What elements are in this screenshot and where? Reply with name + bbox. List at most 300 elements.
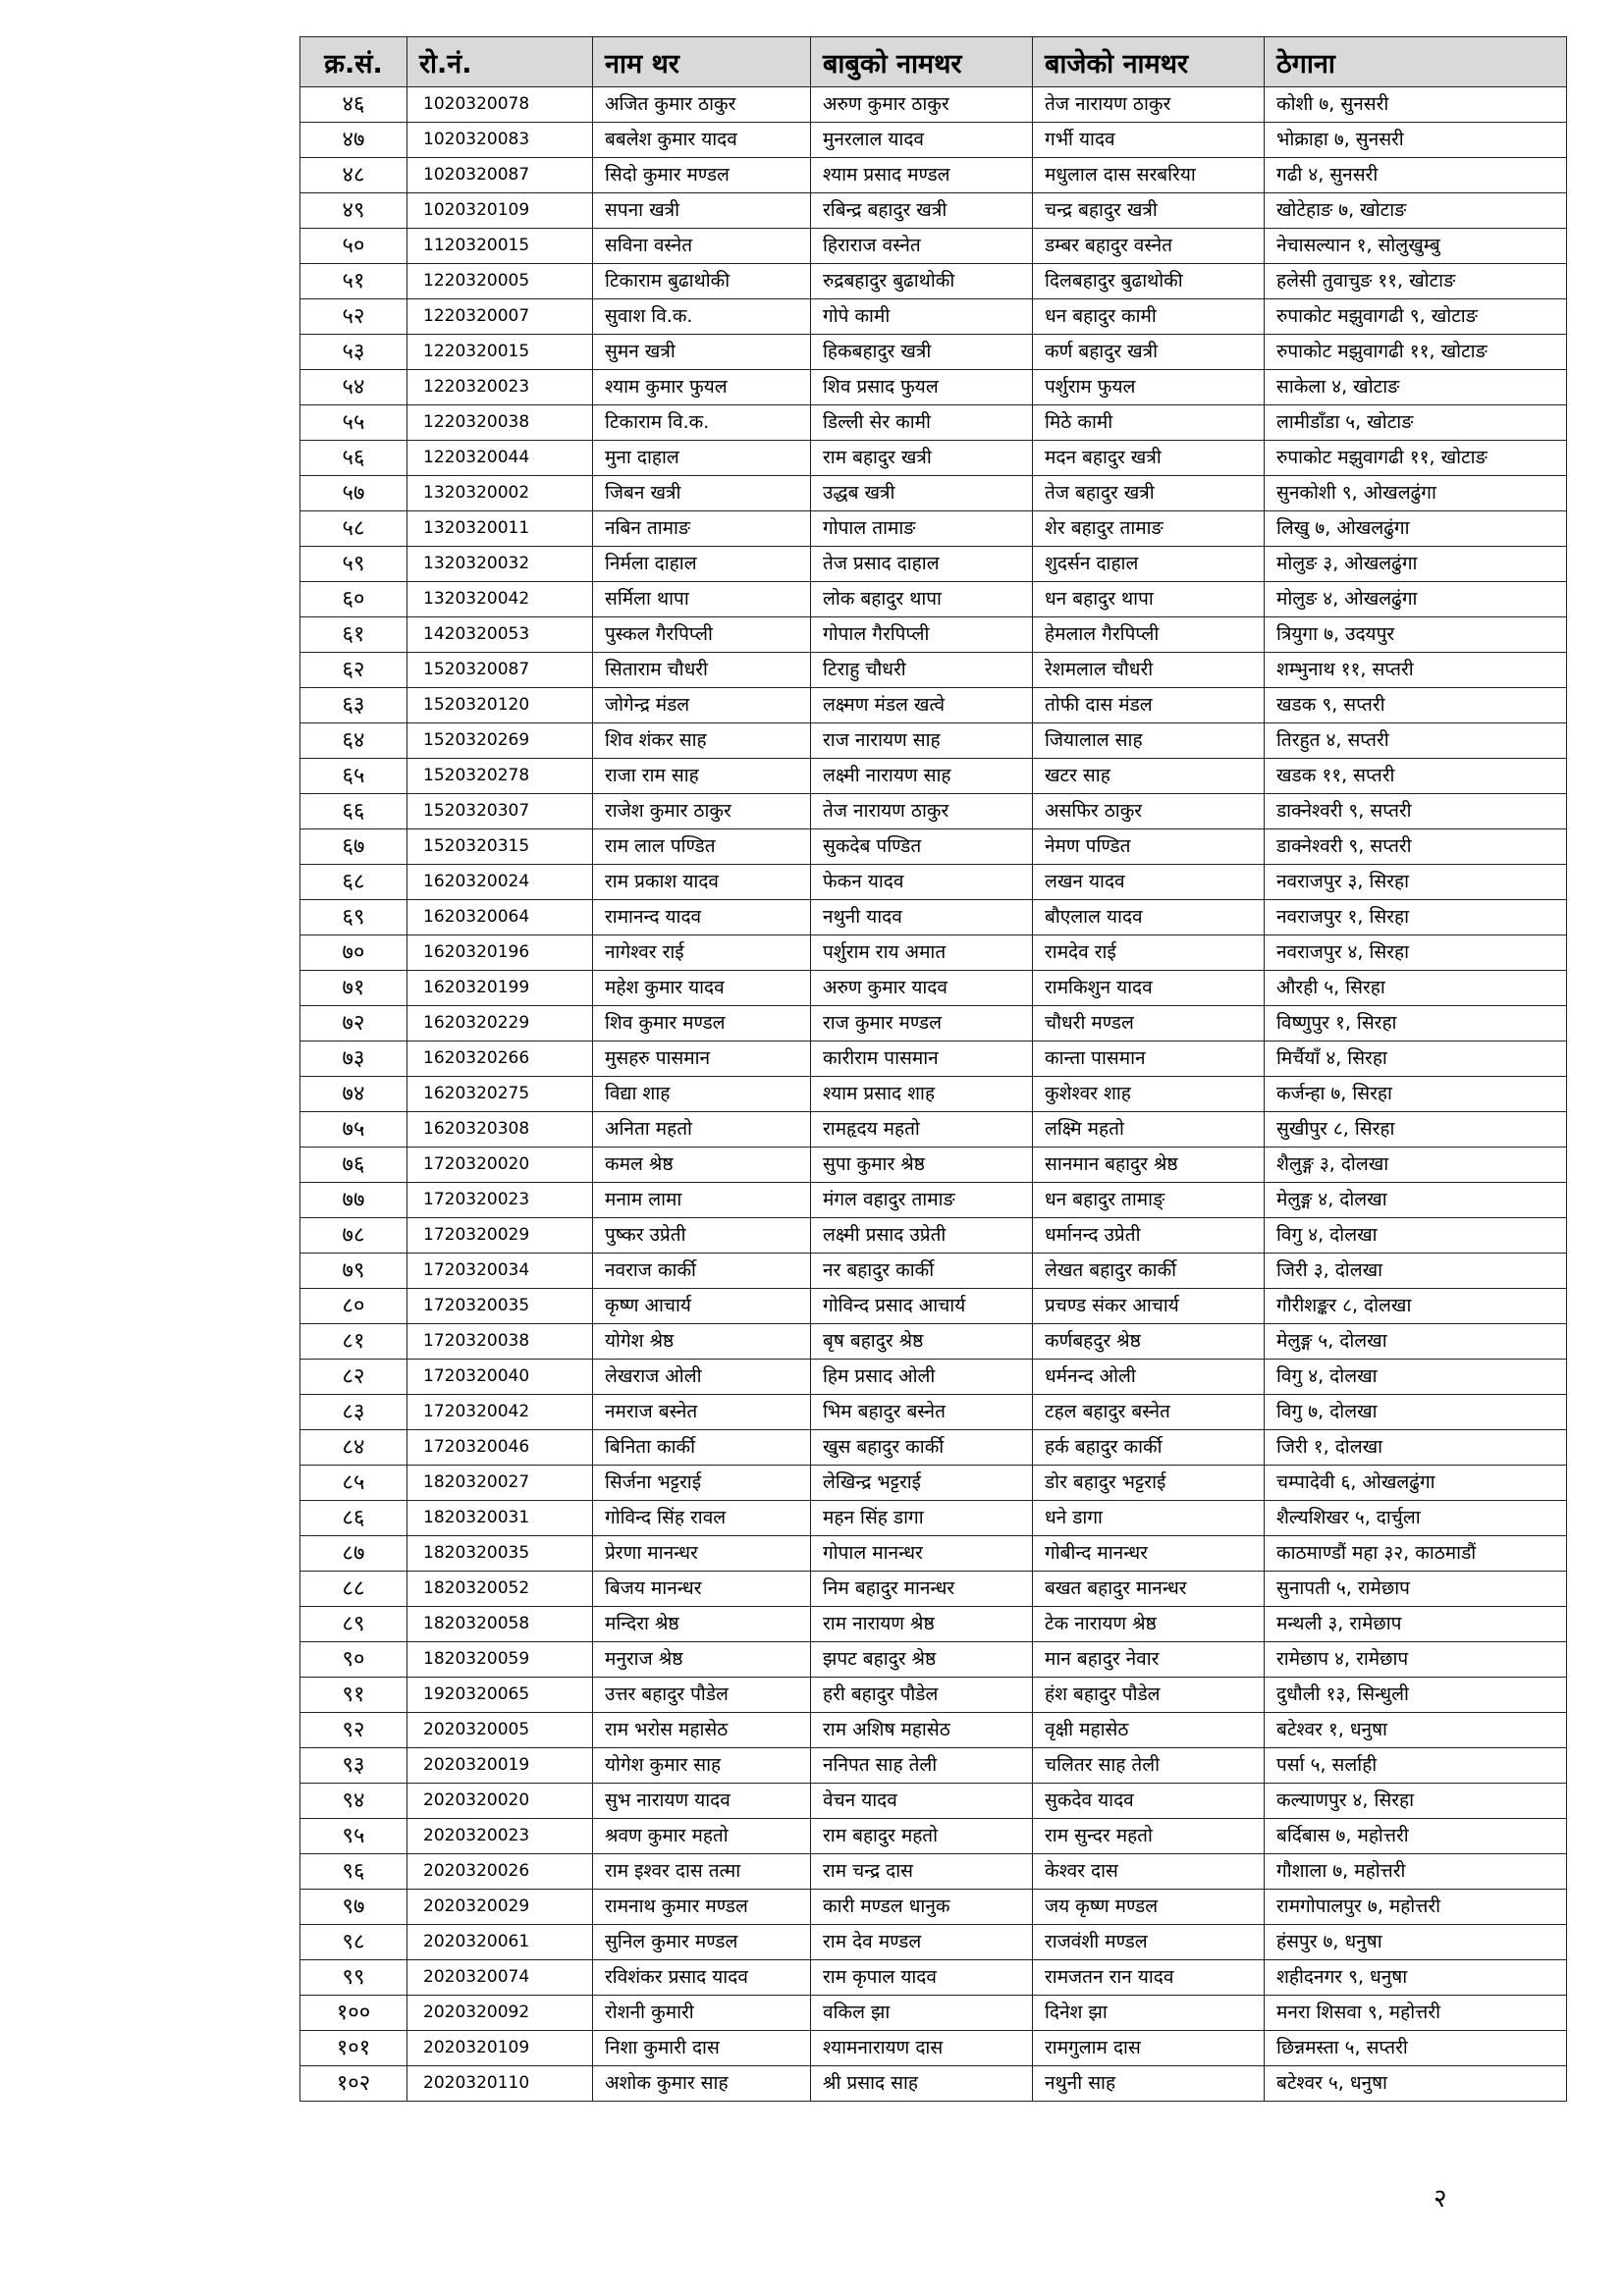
- roll-number-cell: 1220320005: [407, 264, 593, 299]
- table-row: [300, 1960, 1567, 1996]
- address-cell: विगु ७, दोलखा: [1265, 1395, 1567, 1430]
- father-name-cell: लेखिन्द्र भट्टराई: [811, 1466, 1033, 1501]
- serial-cell: ५२: [300, 299, 407, 335]
- grandfather-name-cell: तेज नारायण ठाकुर: [1033, 87, 1265, 123]
- address-cell: डाक्नेश्वरी ९, सप्तरी: [1265, 794, 1567, 829]
- grandfather-name-cell: दिलबहादुर बुढाथोकी: [1033, 264, 1265, 299]
- address-cell: शम्भुनाथ ११, सप्तरी: [1265, 653, 1567, 688]
- table-row: [300, 829, 1567, 865]
- table-row: [300, 299, 1567, 335]
- address-cell: औरही ५, सिरहा: [1265, 971, 1567, 1006]
- name-cell: राम इश्वर दास तत्मा: [593, 1854, 811, 1890]
- address-cell: बटेश्वर १, धनुषा: [1265, 1713, 1567, 1748]
- serial-cell: ४७: [300, 123, 407, 158]
- serial-cell: ५१: [300, 264, 407, 299]
- table-row: [300, 1254, 1567, 1289]
- address-cell: रामगोपालपुर ७, महोत्तरी: [1265, 1890, 1567, 1925]
- grandfather-name-cell: डम्बर बहादुर वस्नेत: [1033, 229, 1265, 264]
- address-cell: लामीडाँडा ५, खोटाङ: [1265, 405, 1567, 441]
- column-header-roll-number: रो.नं.: [407, 37, 593, 87]
- father-name-cell: अरुण कुमार ठाकुर: [811, 87, 1033, 123]
- address-cell: गौशाला ७, महोत्तरी: [1265, 1854, 1567, 1890]
- grandfather-name-cell: नेमण पण्डित: [1033, 829, 1265, 865]
- serial-cell: ९६: [300, 1854, 407, 1890]
- table-row: [300, 1572, 1567, 1607]
- name-cell: राजेश कुमार ठाकुर: [593, 794, 811, 829]
- table-row: [300, 511, 1567, 547]
- name-cell: रामानन्द यादव: [593, 900, 811, 935]
- serial-cell: ४८: [300, 158, 407, 193]
- address-cell: नवराजपुर १, सिरहा: [1265, 900, 1567, 935]
- roll-number-cell: 1020320087: [407, 158, 593, 193]
- father-name-cell: राम देव मण्डल: [811, 1925, 1033, 1960]
- serial-cell: १०२: [300, 2066, 407, 2102]
- address-cell: मनरा शिसवा ९, महोत्तरी: [1265, 1996, 1567, 2031]
- address-cell: कल्याणपुर ४, सिरहा: [1265, 1784, 1567, 1819]
- father-name-cell: श्यामनारायण दास: [811, 2031, 1033, 2066]
- serial-cell: ९९: [300, 1960, 407, 1996]
- address-cell: लिखु ७, ओखलढुंगा: [1265, 511, 1567, 547]
- name-cell: बबलेश कुमार यादव: [593, 123, 811, 158]
- name-cell: मन्दिरा श्रेष्ठ: [593, 1607, 811, 1642]
- address-cell: सुनकोशी ९, ओखलढुंगा: [1265, 476, 1567, 511]
- address-cell: गौरीशङ्कर ८, दोलखा: [1265, 1289, 1567, 1324]
- grandfather-name-cell: हेमलाल गैरपिप्ली: [1033, 617, 1265, 653]
- serial-cell: ५९: [300, 547, 407, 582]
- serial-cell: ७३: [300, 1041, 407, 1077]
- serial-cell: ६५: [300, 759, 407, 794]
- father-name-cell: वकिल झा: [811, 1996, 1033, 2031]
- roll-number-cell: 1220320007: [407, 299, 593, 335]
- father-name-cell: राम चन्द्र दास: [811, 1854, 1033, 1890]
- serial-cell: ५८: [300, 511, 407, 547]
- grandfather-name-cell: धर्मनन्द ओली: [1033, 1360, 1265, 1395]
- name-cell: नवराज कार्की: [593, 1254, 811, 1289]
- grandfather-name-cell: मिठे कामी: [1033, 405, 1265, 441]
- table-row: [300, 87, 1567, 123]
- table-row: [300, 1289, 1567, 1324]
- name-cell: सुमन खत्री: [593, 335, 811, 370]
- roll-number-cell: 2020320061: [407, 1925, 593, 1960]
- father-name-cell: श्री प्रसाद साह: [811, 2066, 1033, 2102]
- name-cell: रविशंकर प्रसाद यादव: [593, 1960, 811, 1996]
- name-cell: सुवाश वि.क.: [593, 299, 811, 335]
- serial-cell: ८०: [300, 1289, 407, 1324]
- address-cell: रामेछाप ४, रामेछाप: [1265, 1642, 1567, 1678]
- grandfather-name-cell: बखत बहादुर मानन्धर: [1033, 1572, 1265, 1607]
- table-row: [300, 582, 1567, 617]
- father-name-cell: वेचन यादव: [811, 1784, 1033, 1819]
- grandfather-name-cell: जय कृष्ण मण्डल: [1033, 1890, 1265, 1925]
- address-cell: बर्दिबास ७, महोत्तरी: [1265, 1819, 1567, 1854]
- father-name-cell: बृष बहादुर श्रेष्ठ: [811, 1324, 1033, 1360]
- table-row: [300, 1006, 1567, 1041]
- roll-number-cell: 1820320035: [407, 1536, 593, 1572]
- serial-cell: ९५: [300, 1819, 407, 1854]
- roll-number-cell: 1520320087: [407, 653, 593, 688]
- grandfather-name-cell: हर्क बहादुर कार्की: [1033, 1430, 1265, 1466]
- grandfather-name-cell: केश्वर दास: [1033, 1854, 1265, 1890]
- father-name-cell: कारी मण्डल धानुक: [811, 1890, 1033, 1925]
- roll-number-cell: 1720320046: [407, 1430, 593, 1466]
- address-cell: नेचासल्यान १, सोलुखुम्बु: [1265, 229, 1567, 264]
- table-row: [300, 1360, 1567, 1395]
- father-name-cell: डिल्ली सेर कामी: [811, 405, 1033, 441]
- roll-number-cell: 1620320199: [407, 971, 593, 1006]
- name-cell: शिव शंकर साह: [593, 723, 811, 759]
- roll-number-cell: 1720320029: [407, 1218, 593, 1254]
- serial-cell: ९२: [300, 1713, 407, 1748]
- serial-cell: ९१: [300, 1678, 407, 1713]
- roll-number-cell: 2020320005: [407, 1713, 593, 1748]
- name-cell: सिदो कुमार मण्डल: [593, 158, 811, 193]
- name-cell: टिकाराम बुढाथोकी: [593, 264, 811, 299]
- column-header-name: नाम थर: [593, 37, 811, 87]
- name-cell: श्याम कुमार फुयल: [593, 370, 811, 405]
- address-cell: जिरी १, दोलखा: [1265, 1430, 1567, 1466]
- grandfather-name-cell: रेशमलाल चौधरी: [1033, 653, 1265, 688]
- name-cell: बिजय मानन्धर: [593, 1572, 811, 1607]
- grandfather-name-cell: मान बहादुर नेवार: [1033, 1642, 1265, 1678]
- serial-cell: ९७: [300, 1890, 407, 1925]
- name-cell: उत्तर बहादुर पौडेल: [593, 1678, 811, 1713]
- roll-number-cell: 1320320011: [407, 511, 593, 547]
- grandfather-name-cell: शेर बहादुर तामाङ: [1033, 511, 1265, 547]
- grandfather-name-cell: शुदर्सन दाहाल: [1033, 547, 1265, 582]
- table-row: [300, 405, 1567, 441]
- name-cell: जोगेन्द्र मंडल: [593, 688, 811, 723]
- roll-number-cell: 1620320024: [407, 865, 593, 900]
- roll-number-cell: 1720320040: [407, 1360, 593, 1395]
- serial-cell: ८२: [300, 1360, 407, 1395]
- table-row: [300, 2031, 1567, 2066]
- name-cell: मनुराज श्रेष्ठ: [593, 1642, 811, 1678]
- grandfather-name-cell: खटर साह: [1033, 759, 1265, 794]
- grandfather-name-cell: सानमान बहादुर श्रेष्ठ: [1033, 1148, 1265, 1183]
- address-cell: छिन्नमस्ता ५, सप्तरी: [1265, 2031, 1567, 2066]
- name-cell: सिर्जना भट्टराई: [593, 1466, 811, 1501]
- father-name-cell: शिव प्रसाद फुयल: [811, 370, 1033, 405]
- name-cell: नमराज बस्नेत: [593, 1395, 811, 1430]
- roll-number-cell: 1620320064: [407, 900, 593, 935]
- grandfather-name-cell: धन बहादुर थापा: [1033, 582, 1265, 617]
- serial-cell: ६१: [300, 617, 407, 653]
- serial-cell: ७६: [300, 1148, 407, 1183]
- name-cell: सुनिल कुमार मण्डल: [593, 1925, 811, 1960]
- serial-cell: ६६: [300, 794, 407, 829]
- name-cell: सिताराम चौधरी: [593, 653, 811, 688]
- grandfather-name-cell: पर्शुराम फुयल: [1033, 370, 1265, 405]
- address-cell: खोटेहाङ ७, खोटाङ: [1265, 193, 1567, 229]
- name-cell: नबिन तामाङ: [593, 511, 811, 547]
- address-cell: भोक्राहा ७, सुनसरी: [1265, 123, 1567, 158]
- father-name-cell: फेकन यादव: [811, 865, 1033, 900]
- serial-cell: ८५: [300, 1466, 407, 1501]
- name-cell: महेश कुमार यादव: [593, 971, 811, 1006]
- name-cell: मुसहरु पासमान: [593, 1041, 811, 1077]
- address-cell: मोलुङ ३, ओखलढुंगा: [1265, 547, 1567, 582]
- roll-number-cell: 1020320078: [407, 87, 593, 123]
- address-cell: त्रियुगा ७, उदयपुर: [1265, 617, 1567, 653]
- serial-cell: ५०: [300, 229, 407, 264]
- roll-number-cell: 1720320023: [407, 1183, 593, 1218]
- father-name-cell: तेज प्रसाद दाहाल: [811, 547, 1033, 582]
- address-cell: सुखीपुर ८, सिरहा: [1265, 1112, 1567, 1148]
- table-row: [300, 1678, 1567, 1713]
- grandfather-name-cell: नथुनी साह: [1033, 2066, 1265, 2102]
- roll-number-cell: 1820320031: [407, 1501, 593, 1536]
- roll-number-cell: 2020320109: [407, 2031, 593, 2066]
- table-row: [300, 1819, 1567, 1854]
- father-name-cell: राज नारायण साह: [811, 723, 1033, 759]
- name-cell: विद्या शाह: [593, 1077, 811, 1112]
- serial-cell: ६३: [300, 688, 407, 723]
- name-cell: राजा राम साह: [593, 759, 811, 794]
- grandfather-name-cell: दिनेश झा: [1033, 1996, 1265, 2031]
- serial-cell: ८३: [300, 1395, 407, 1430]
- address-cell: नवराजपुर ३, सिरहा: [1265, 865, 1567, 900]
- grandfather-name-cell: प्रचण्ड संकर आचार्य: [1033, 1289, 1265, 1324]
- roll-number-cell: 2020320026: [407, 1854, 593, 1890]
- table-row: [300, 688, 1567, 723]
- name-cell: मुना दाहाल: [593, 441, 811, 476]
- address-cell: विष्णुपुर १, सिरहा: [1265, 1006, 1567, 1041]
- father-name-cell: ननिपत साह तेली: [811, 1748, 1033, 1784]
- column-header-grandfather-name: बाजेको नामथर: [1033, 37, 1265, 87]
- name-cell: सर्मिला थापा: [593, 582, 811, 617]
- father-name-cell: गोपे कामी: [811, 299, 1033, 335]
- serial-cell: ५५: [300, 405, 407, 441]
- table-row: [300, 2066, 1567, 2102]
- roll-number-cell: 1820320052: [407, 1572, 593, 1607]
- table-header-row: [300, 37, 1567, 87]
- table-row: [300, 441, 1567, 476]
- serial-cell: ८८: [300, 1572, 407, 1607]
- name-cell: राम भरोस महासेठ: [593, 1713, 811, 1748]
- name-cell: प्रेरणा मानन्धर: [593, 1536, 811, 1572]
- father-name-cell: हिकबहादुर खत्री: [811, 335, 1033, 370]
- address-cell: खडक ११, सप्तरी: [1265, 759, 1567, 794]
- father-name-cell: नथुनी यादव: [811, 900, 1033, 935]
- column-header-address: ठेगाना: [1265, 37, 1567, 87]
- table-row: [300, 794, 1567, 829]
- serial-cell: ५६: [300, 441, 407, 476]
- address-cell: हलेसी तुवाचुङ ११, खोटाङ: [1265, 264, 1567, 299]
- grandfather-name-cell: वृक्षी महासेठ: [1033, 1713, 1265, 1748]
- address-cell: विगु ४, दोलखा: [1265, 1360, 1567, 1395]
- table-row: [300, 229, 1567, 264]
- father-name-cell: राम बहादुर खत्री: [811, 441, 1033, 476]
- roll-number-cell: 1020320109: [407, 193, 593, 229]
- father-name-cell: राम बहादुर महतो: [811, 1819, 1033, 1854]
- grandfather-name-cell: लक्ष्मि महतो: [1033, 1112, 1265, 1148]
- serial-cell: ७४: [300, 1077, 407, 1112]
- grandfather-name-cell: धन बहादुर कामी: [1033, 299, 1265, 335]
- address-cell: मेलुङ्ग ५, दोलखा: [1265, 1324, 1567, 1360]
- grandfather-name-cell: डोर बहादुर भट्टराई: [1033, 1466, 1265, 1501]
- grandfather-name-cell: रामदेव राई: [1033, 935, 1265, 971]
- father-name-cell: हिम प्रसाद ओली: [811, 1360, 1033, 1395]
- address-cell: खडक ९, सप्तरी: [1265, 688, 1567, 723]
- roll-number-cell: 2020320019: [407, 1748, 593, 1784]
- grandfather-name-cell: कर्णबहदुर श्रेष्ठ: [1033, 1324, 1265, 1360]
- serial-cell: ९३: [300, 1748, 407, 1784]
- table-row: [300, 158, 1567, 193]
- father-name-cell: हरी बहादुर पौडेल: [811, 1678, 1033, 1713]
- table-row: [300, 476, 1567, 511]
- father-name-cell: हिराराज वस्नेत: [811, 229, 1033, 264]
- roll-number-cell: 1620320196: [407, 935, 593, 971]
- grandfather-name-cell: सुकदेव यादव: [1033, 1784, 1265, 1819]
- father-name-cell: लक्ष्मण मंडल खत्वे: [811, 688, 1033, 723]
- column-header-serial: क्र.सं.: [300, 37, 407, 87]
- roll-number-cell: 1820320027: [407, 1466, 593, 1501]
- serial-cell: ६७: [300, 829, 407, 865]
- roll-number-cell: 2020320020: [407, 1784, 593, 1819]
- address-cell: चम्पादेवी ६, ओखलढुंगा: [1265, 1466, 1567, 1501]
- roll-number-cell: 1520320269: [407, 723, 593, 759]
- table-row: [300, 1395, 1567, 1430]
- table-row: [300, 1854, 1567, 1890]
- address-cell: हंसपुर ७, धनुषा: [1265, 1925, 1567, 1960]
- roll-number-cell: 2020320092: [407, 1996, 593, 2031]
- serial-cell: ६२: [300, 653, 407, 688]
- roll-number-cell: 1720320020: [407, 1148, 593, 1183]
- roll-number-cell: 2020320110: [407, 2066, 593, 2102]
- serial-cell: १०१: [300, 2031, 407, 2066]
- address-cell: शैलुङ्ग ३, दोलखा: [1265, 1148, 1567, 1183]
- father-name-cell: कारीराम पासमान: [811, 1041, 1033, 1077]
- address-cell: काठमाण्डौं महा ३२, काठमाडौं: [1265, 1536, 1567, 1572]
- roll-number-cell: 1320320032: [407, 547, 593, 582]
- table-body: [300, 87, 1567, 2102]
- father-name-cell: नर बहादुर कार्की: [811, 1254, 1033, 1289]
- father-name-cell: सुपा कुमार श्रेष्ठ: [811, 1148, 1033, 1183]
- name-cell: सपना खत्री: [593, 193, 811, 229]
- address-cell: मन्थली ३, रामेछाप: [1265, 1607, 1567, 1642]
- name-cell: योगेश कुमार साह: [593, 1748, 811, 1784]
- roll-number-cell: 1820320059: [407, 1642, 593, 1678]
- table-row: [300, 1077, 1567, 1112]
- grandfather-name-cell: हंश बहादुर पौडेल: [1033, 1678, 1265, 1713]
- name-cell: कमल श्रेष्ठ: [593, 1148, 811, 1183]
- grandfather-name-cell: रामजतन रान यादव: [1033, 1960, 1265, 1996]
- grandfather-name-cell: गोबीन्द मानन्धर: [1033, 1536, 1265, 1572]
- address-cell: शैल्यशिखर ५, दार्चुला: [1265, 1501, 1567, 1536]
- address-cell: साकेला ४, खोटाङ: [1265, 370, 1567, 405]
- serial-cell: ६९: [300, 900, 407, 935]
- name-cell: सविना वस्नेत: [593, 229, 811, 264]
- address-cell: नवराजपुर ४, सिरहा: [1265, 935, 1567, 971]
- roll-number-cell: 1620320275: [407, 1077, 593, 1112]
- father-name-cell: रामहृदय महतो: [811, 1112, 1033, 1148]
- father-name-cell: खुस बहादुर कार्की: [811, 1430, 1033, 1466]
- serial-cell: ५३: [300, 335, 407, 370]
- roll-number-cell: 1220320015: [407, 335, 593, 370]
- address-cell: जिरी ३, दोलखा: [1265, 1254, 1567, 1289]
- name-cell: बिनिता कार्की: [593, 1430, 811, 1466]
- grandfather-name-cell: राजवंशी मण्डल: [1033, 1925, 1265, 1960]
- address-cell: रुपाकोट मझुवागढी ११, खोटाङ: [1265, 441, 1567, 476]
- grandfather-name-cell: राम सुन्दर महतो: [1033, 1819, 1265, 1854]
- address-cell: कर्जन्हा ७, सिरहा: [1265, 1077, 1567, 1112]
- table-row: [300, 370, 1567, 405]
- roll-number-cell: 1120320015: [407, 229, 593, 264]
- grandfather-name-cell: चलितर साह तेली: [1033, 1748, 1265, 1784]
- father-name-cell: भिम बहादुर बस्नेत: [811, 1395, 1033, 1430]
- grandfather-name-cell: टहल बहादुर बस्नेत: [1033, 1395, 1265, 1430]
- father-name-cell: राज कुमार मण्डल: [811, 1006, 1033, 1041]
- name-cell: निर्मला दाहाल: [593, 547, 811, 582]
- roll-number-cell: 1720320035: [407, 1289, 593, 1324]
- serial-cell: ७२: [300, 1006, 407, 1041]
- table-row: [300, 1183, 1567, 1218]
- table-row: [300, 1713, 1567, 1748]
- table-row: [300, 617, 1567, 653]
- roll-number-cell: 1720320042: [407, 1395, 593, 1430]
- roll-number-cell: 1520320120: [407, 688, 593, 723]
- name-cell: अनिता महतो: [593, 1112, 811, 1148]
- father-name-cell: रुद्रबहादुर बुढाथोकी: [811, 264, 1033, 299]
- serial-cell: ७०: [300, 935, 407, 971]
- table-row: [300, 971, 1567, 1006]
- roll-number-cell: 1220320023: [407, 370, 593, 405]
- table-row: [300, 1748, 1567, 1784]
- grandfather-name-cell: कुशेश्वर शाह: [1033, 1077, 1265, 1112]
- serial-cell: ७७: [300, 1183, 407, 1218]
- serial-cell: ८९: [300, 1607, 407, 1642]
- roll-number-cell: 1620320308: [407, 1112, 593, 1148]
- table-row: [300, 1996, 1567, 2031]
- roll-number-cell: 1620320266: [407, 1041, 593, 1077]
- father-name-cell: लोक बहादुर थापा: [811, 582, 1033, 617]
- father-name-cell: निम बहादुर मानन्धर: [811, 1572, 1033, 1607]
- father-name-cell: सुकदेब पण्डित: [811, 829, 1033, 865]
- roster-table: [299, 36, 1567, 2102]
- grandfather-name-cell: तोफी दास मंडल: [1033, 688, 1265, 723]
- name-cell: लेखराज ओली: [593, 1360, 811, 1395]
- father-name-cell: अरुण कुमार यादव: [811, 971, 1033, 1006]
- column-header-father-name: बाबुको नामथर: [811, 37, 1033, 87]
- father-name-cell: रबिन्द्र बहादुर खत्री: [811, 193, 1033, 229]
- grandfather-name-cell: मधुलाल दास सरबरिया: [1033, 158, 1265, 193]
- address-cell: मिर्चैयाँ ४, सिरहा: [1265, 1041, 1567, 1077]
- father-name-cell: मुनरलाल यादव: [811, 123, 1033, 158]
- table-row: [300, 335, 1567, 370]
- table-row: [300, 1324, 1567, 1360]
- table-row: [300, 1466, 1567, 1501]
- name-cell: नागेश्वर राई: [593, 935, 811, 971]
- name-cell: अजित कुमार ठाकुर: [593, 87, 811, 123]
- father-name-cell: उद्धब खत्री: [811, 476, 1033, 511]
- roll-number-cell: 1020320083: [407, 123, 593, 158]
- serial-cell: ८४: [300, 1430, 407, 1466]
- address-cell: बटेश्वर ५, धनुषा: [1265, 2066, 1567, 2102]
- address-cell: तिरहुत ४, सप्तरी: [1265, 723, 1567, 759]
- serial-cell: ७९: [300, 1254, 407, 1289]
- grandfather-name-cell: गर्भी यादव: [1033, 123, 1265, 158]
- address-cell: दुधौली १३, सिन्धुली: [1265, 1678, 1567, 1713]
- address-cell: पर्सा ५, सर्लाही: [1265, 1748, 1567, 1784]
- father-name-cell: पर्शुराम राय अमात: [811, 935, 1033, 971]
- address-cell: मोलुङ ४, ओखलढुंगा: [1265, 582, 1567, 617]
- roll-number-cell: 1520320278: [407, 759, 593, 794]
- serial-cell: ६४: [300, 723, 407, 759]
- address-cell: रुपाकोट मझुवागढी ११, खोटाङ: [1265, 335, 1567, 370]
- father-name-cell: झपट बहादुर श्रेष्ठ: [811, 1642, 1033, 1678]
- roll-number-cell: 1620320229: [407, 1006, 593, 1041]
- name-cell: सुभ नारायण यादव: [593, 1784, 811, 1819]
